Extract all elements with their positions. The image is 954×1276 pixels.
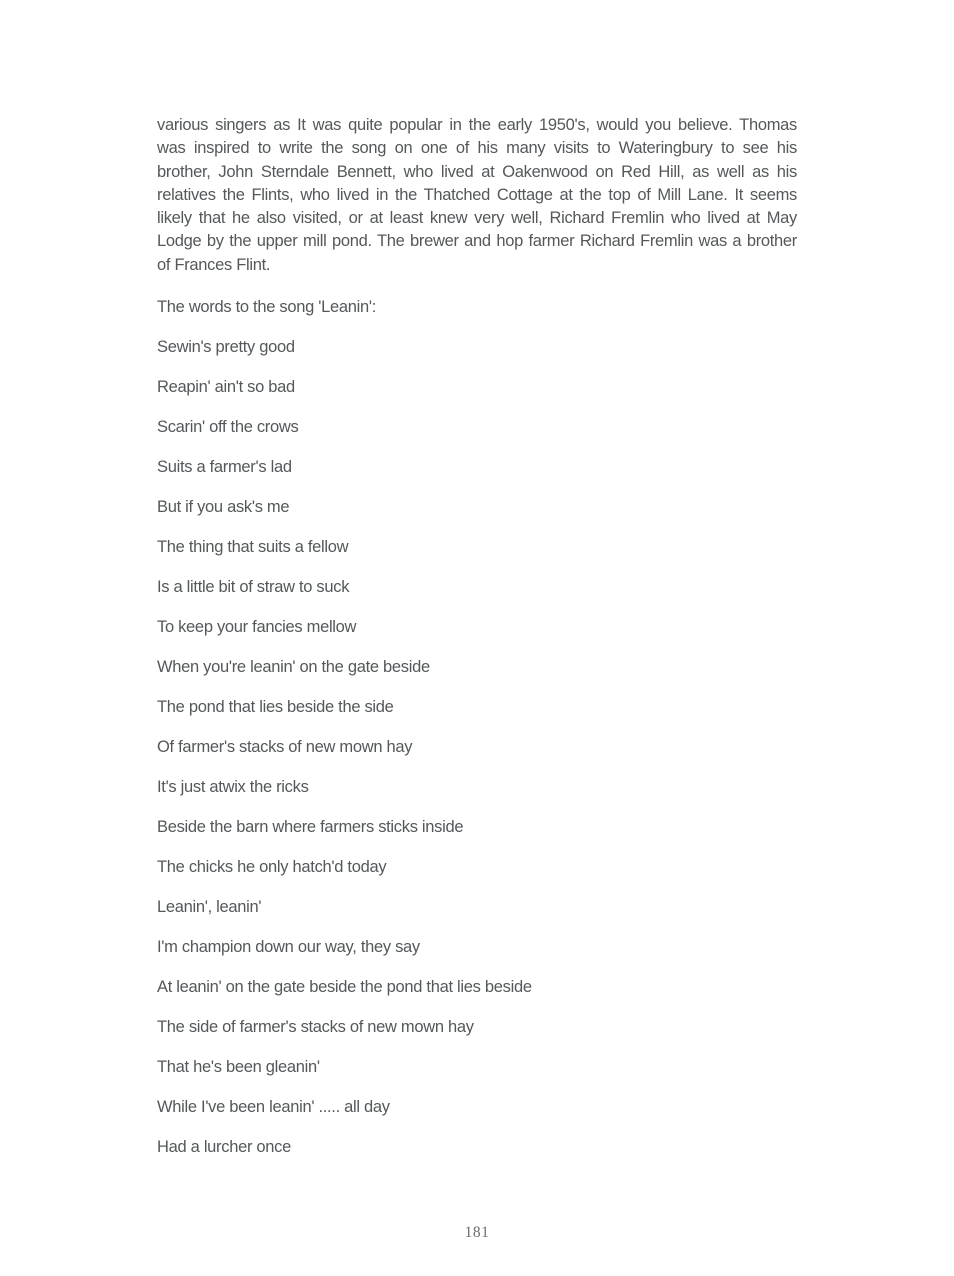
lyric-line: Is a little bit of straw to suck (157, 578, 350, 597)
lyric-line: Of farmer's stacks of new mown hay (157, 738, 413, 757)
lyric-line: At leanin' on the gate beside the pond that lies beside (157, 978, 532, 997)
song-lyrics (157, 295, 797, 1159)
lyric-line: Reapin' ain't so bad (157, 378, 295, 397)
lyrics-lead-in: The words to the song 'Leanin': (157, 298, 376, 317)
lyric-line: But if you ask's me (157, 498, 290, 517)
lyric-line: The thing that suits a fellow (157, 538, 349, 557)
lyric-line: The side of farmer's stacks of new mown hay (157, 1018, 474, 1037)
intro-paragraph (157, 114, 797, 277)
paragraph-line: relatives the Flints, who lived in the Thatched Cottage at the top of Mill Lane. It seems (157, 185, 797, 204)
lyric-line: To keep your fancies mellow (157, 618, 357, 637)
paragraph-line: various singers as It was quite popular in the early 1950's, would you believe. Thomas (157, 116, 797, 134)
lyric-line: Scarin' off the crows (157, 418, 299, 437)
lyric-line: Suits a farmer's lad (157, 458, 292, 477)
lyric-line: Beside the barn where farmers sticks inside (157, 818, 464, 837)
paragraph-line: of Frances Flint. (157, 255, 271, 274)
lyric-line: I'm champion down our way, they say (157, 938, 420, 957)
lyric-line: When you're leanin' on the gate beside (157, 658, 430, 677)
lyric-line: Had a lurcher once (157, 1138, 292, 1157)
lyric-line: The chicks he only hatch'd today (157, 858, 387, 877)
lyric-line: While I've been leanin' ..... all day (157, 1098, 390, 1117)
lyric-line: Leanin', leanin' (157, 898, 262, 917)
lyric-line: Sewin's pretty good (157, 338, 295, 357)
page-number: 181 (464, 1224, 490, 1241)
paragraph-line: likely that he also visited, or at least knew very well, Richard Fremlin who lived at May (157, 209, 797, 228)
lyric-line: That he's been gleanin' (157, 1058, 320, 1077)
paragraph-line: Lodge by the upper mill pond. The brewer and hop farmer Richard Fremlin was a brother (157, 232, 797, 251)
lyric-line: The pond that lies beside the side (157, 698, 394, 717)
paragraph-line: brother, John Sterndale Bennett, who lived at Oakenwood on Red Hill, as well as his (157, 162, 797, 181)
lyric-line: It's just atwix the ricks (157, 778, 309, 797)
content-column (157, 114, 797, 1175)
paragraph-line: was inspired to write the song on one of his many visits to Wateringbury to see his (157, 139, 797, 158)
lyrics-lines (157, 335, 797, 1159)
